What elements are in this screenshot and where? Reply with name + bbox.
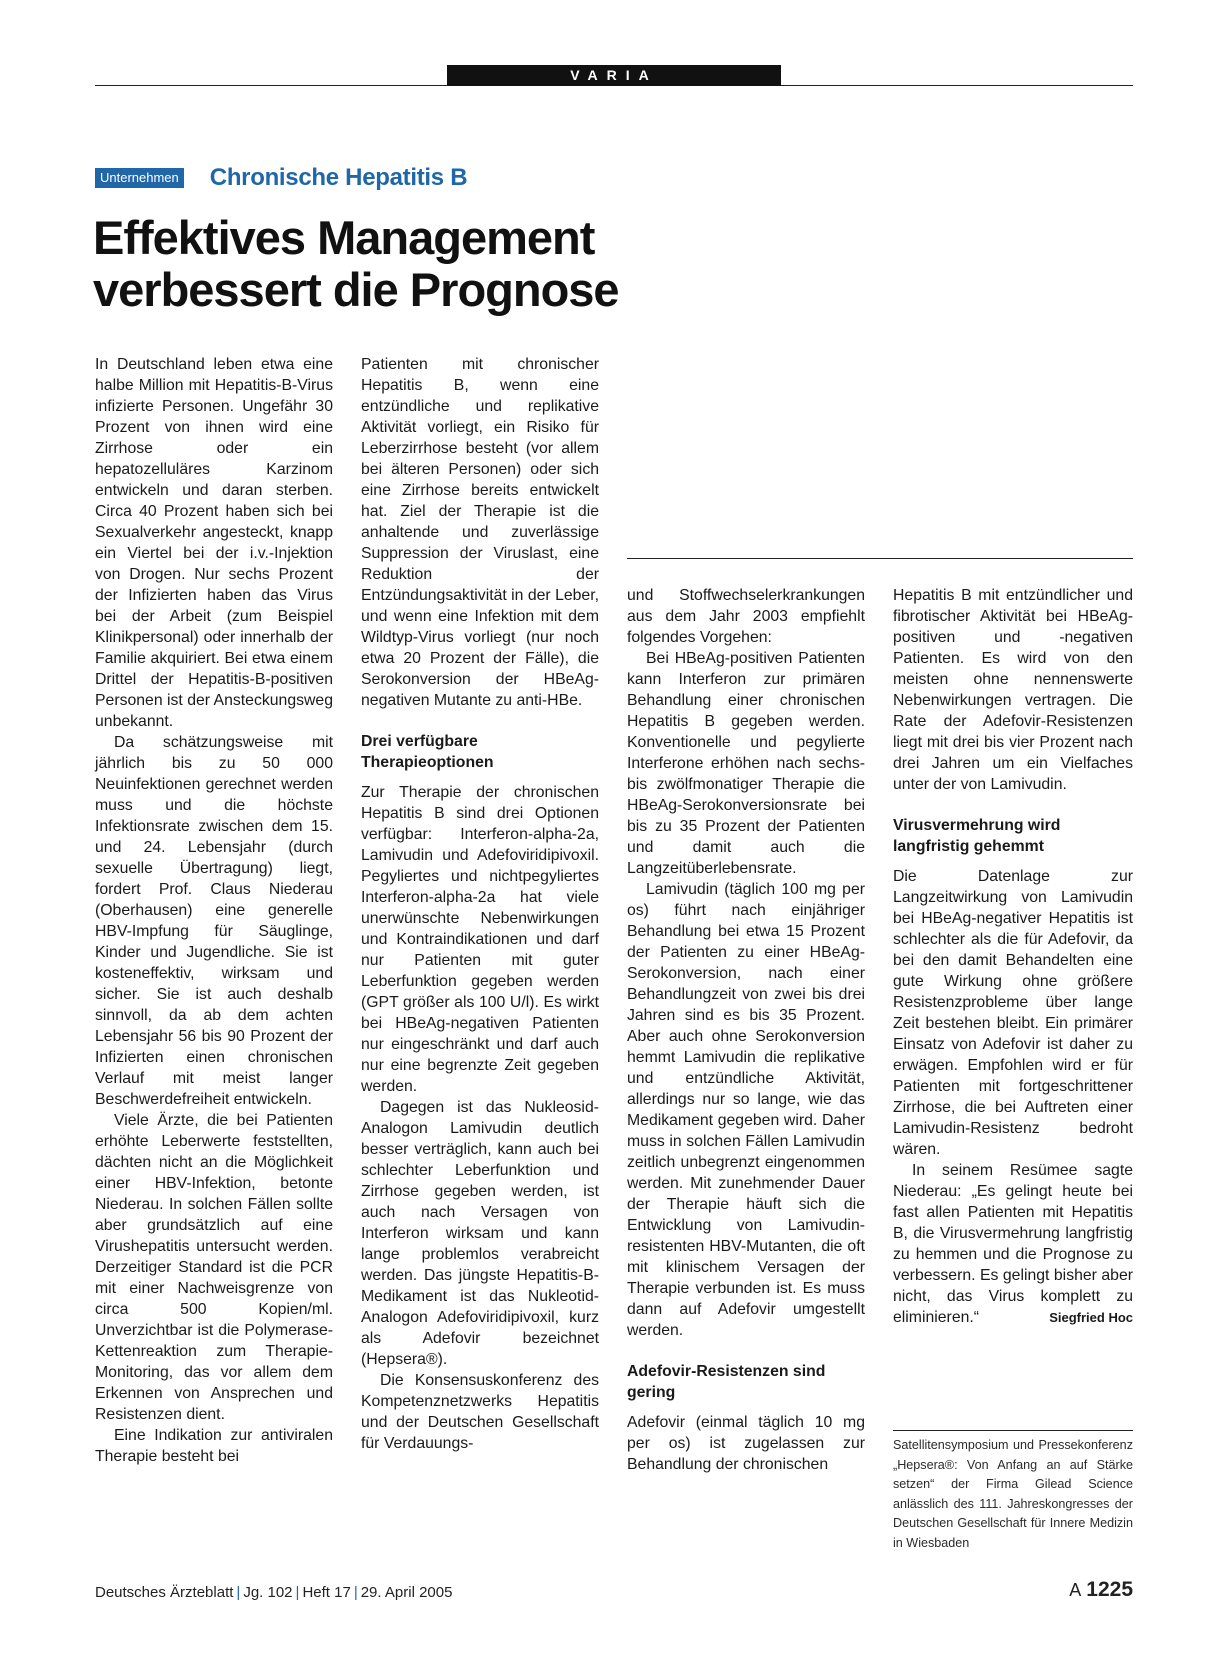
column-2 <box>361 354 599 1454</box>
subheading: Virusvermehrung wird langfristig gehemmt <box>893 817 1061 855</box>
category-tag: Unternehmen <box>95 168 184 188</box>
paragraph: Lamivudin (täglich 100 mg per os) führt nach einjähriger Behandlung bei etwa 15 Prozent der Patienten zu einer HBeAg-Serokonversion, nach einer Behandlungzeit von zwei bis drei Jahren sind es bis 35 Prozent. Aber auch ohne Serokonversion hemmt Lamivudin die replikative und entzündliche Aktivität, allerdings nur so lange, wie das Medikament gegeben wird. Daher muss in solchen Fällen Lamivudin zeitlich unbegrenzt eingenommen werden. Mit zunehmender Dauer der Therapie häuft sich die Entwicklung von Lamivudin-resistenten HBV-Mutanten, die oft mit klinischem Versagen der Therapie verbunden ist. Es muss dann auf Adefovir umgestellt werden. <box>627 881 865 1339</box>
column-divider-rule <box>627 558 1133 559</box>
paragraph: Die Konsensuskonferenz des Kompetenznetzwerks Hepatitis und der Deutschen Gesellschaft für Verdauungs- <box>361 1372 599 1452</box>
author-name: Siegfried Hoc <box>1049 1310 1133 1325</box>
subheading: Adefovir-Resistenzen sind gering <box>627 1363 826 1401</box>
paragraph <box>893 1160 1133 1328</box>
paragraph: Viele Ärzte, die bei Patienten erhöhte Leberwerte feststellten, dächten nicht an die Möglichkeit einer HBV-Infektion, betonte Niederau. In solchen Fällen sollte aber grundsätzlich auf eine Virushepatitis untersucht werden. Derzeitiger Standard ist die PCR mit einer Nachweisgrenze von circa 500 Kopien/ml. Unverzichtbar ist die Polymerase-Kettenreaktion zum Therapie-Monitoring, das vor allem dem Erkennen von Ansprechen und Resistenzen dient. <box>95 1112 333 1423</box>
separator: | <box>295 1584 300 1601</box>
topic-title: Chronische Hepatitis B <box>209 164 468 191</box>
paragraph: Dagegen ist das Nukleosid-Analogon Lamivudin deutlich besser verträglich, kann auch bei schlechter Leberfunktion und Zirrhose gegeben werden, ist auch nach Versagen von Interferon wirksam und kann lange problemlos verabreicht werden. Das jüngste Hepatitis-B-Medikament ist das Nukleotid-Analogon Adefoviridipivoxil, kurz als Adefovir bezeichnet (Hepsera®). <box>361 1099 599 1368</box>
column-1 <box>95 354 333 1467</box>
column-3 <box>627 585 865 1475</box>
headline-line-2: verbessert die Prognose <box>93 263 619 316</box>
section-label: VARIA <box>447 65 781 86</box>
paragraph: Die Datenlage zur Langzeitwirkung von Lamivudin bei HBeAg-negativer Hepatitis ist schlechter als die für Adefovir, da bei den damit Behandelten eine gute Wirkung ohne größere Resistenzprobleme über lange Zeit bestehen bleibt. Ein primärer Einsatz von Adefovir ist daher zu erwägen. Empfohlen wird er für Patienten mit fortgeschrittener Zirrhose, die bei Auftreten einer Lamivudin-Resistenz bedroht wären. <box>893 868 1133 1158</box>
issue: Heft 17 <box>302 1584 351 1601</box>
column-4 <box>893 585 1133 1328</box>
issue-date: 29. April 2005 <box>360 1584 453 1601</box>
quote-text: In seinem Resümee sagte Niederau: „Es gelingt heute bei fast allen Patienten mit Hepatitis B, die Virusvermehrung langfristig zu hemmen und die Prognose zu verbessern. Es gelingt bisher aber nicht, das Virus komplett zu eliminieren.“ <box>893 1162 1133 1326</box>
paragraph: In Deutschland leben etwa eine halbe Million mit Hepatitis-B-Virus infizierte Personen. Ungefähr 30 Prozent von ihnen wird eine Zirrhose oder ein hepatozelluläres Karzinom entwickeln und daran sterben. Circa 40 Prozent haben sich bei Sexualverkehr angesteckt, knapp ein Viertel bei der i.v.-Injektion von Drogen. Nur sechs Prozent der Infizierten haben das Virus bei der Arbeit (zum Beispiel Klinikpersonal) oder innerhalb der Familie akquiriert. Bei etwa einem Drittel der Hepatitis-B-positiven Personen ist der Ansteckungsweg unbekannt. <box>95 356 333 730</box>
paragraph: Zur Therapie der chronischen Hepatitis B sind drei Optionen verfügbar: Interferon-alpha-2a, Lamivudin und Adefoviridipivoxil. Pegyliertes und nichtpegyliertes Interferon-alpha-2a hat viele unerwünschte Nebenwirkungen und Kontraindikationen und darf nur Patienten mit guter Leberfunktion gegeben werden (GPT größer als 100 U/l). Es wirkt bei HBeAg-negativen Patienten nur eingeschränkt und darf auch nur eine begrenzte Zeit gegeben werden. <box>361 784 599 1095</box>
paragraph: und Stoffwechselerkrankungen aus dem Jahr 2003 empfiehlt folgendes Vorgehen: <box>627 587 865 646</box>
journal-name: Deutsches Ärzteblatt <box>95 1584 234 1601</box>
source-note: Satellitensymposium und Pressekonferenz „Hepsera®: Von Anfang an auf Stärke setzen“ der Firma Gilead Science anlässlich des 111. Jahreskongresses der Deutschen Gesellschaft für Innere Medizin in Wiesbaden <box>893 1438 1133 1550</box>
page-number <box>1069 1578 1133 1602</box>
paragraph: Bei HBeAg-positiven Patienten kann Interferon zur primären Behandlung einer chronischen Hepatitis B gegeben werden. Konventionelle und pegylierte Interferone erhöhen nach sechs- bis zwölfmonatiger Therapie die HBeAg-Serokonversionsrate bei bis zu 35 Prozent der Patienten und damit auch die Langzeitüberlebensrate. <box>627 650 865 877</box>
kicker <box>95 164 467 192</box>
paragraph: Adefovir (einmal täglich 10 mg per os) ist zugelassen zur Behandlung der chronischen <box>627 1414 865 1473</box>
subheading: Drei verfügbare Therapieoptionen <box>361 733 494 771</box>
page-number-value: 1225 <box>1086 1578 1133 1601</box>
separator: | <box>236 1584 241 1601</box>
paragraph: Hepatitis B mit entzündlicher und fibrotischer Aktivität bei HBeAg-positiven und -negativen Patienten. Es wird von den meisten ohne nennenswerte Nebenwirkungen vertragen. Die Rate der Adefovir-Resistenzen liegt mit drei bis vier Prozent nach drei Jahren um ein Vielfaches unter der von Lamivudin. <box>893 587 1133 793</box>
page-prefix: A <box>1069 1580 1082 1600</box>
footer <box>95 1584 452 1601</box>
article-headline <box>93 212 793 316</box>
headline-line-1: Effektives Management <box>93 211 595 264</box>
volume: Jg. 102 <box>243 1584 293 1601</box>
separator: | <box>353 1584 358 1601</box>
paragraph: Eine Indikation zur antiviralen Therapie besteht bei <box>95 1427 333 1465</box>
paragraph: Da schätzungsweise mit jährlich bis zu 50 000 Neuinfektionen gerechnet werden muss und die höchste Infektionsrate zwischen dem 15. und 24. Lebensjahr (durch sexuelle Übertragung) liegt, fordert Prof. Claus Niederau (Oberhausen) eine generelle HBV-Impfung für Säuglinge, Kinder und Jugendliche. Sie ist kosteneffektiv, wirksam und sicher. Sie ist auch deshalb sinnvoll, da ab dem achten Lebensjahr 56 bis 90 Prozent der Infizierten einen chronischen Verlauf mit meist langer Beschwerdefreiheit entwickeln. <box>95 734 333 1108</box>
paragraph: Patienten mit chronischer Hepatitis B, wenn eine entzündliche und replikative Aktivität vorliegt, ein Risiko für Leberzirrhose besteht (vor allem bei älteren Personen) oder sich eine Zirrhose bereits entwickelt hat. Ziel der Therapie ist die anhaltende und zuverlässige Suppression der Viruslast, eine Reduktion der Entzündungsaktivität in der Leber, und wenn eine Infektion mit dem Wildtyp-Virus vorliegt (nur noch etwa 20 Prozent der Fälle), die Serokonversion der HBeAg-negativen Mutante zu anti-HBe. <box>361 356 599 709</box>
note-rule <box>893 1430 1133 1431</box>
